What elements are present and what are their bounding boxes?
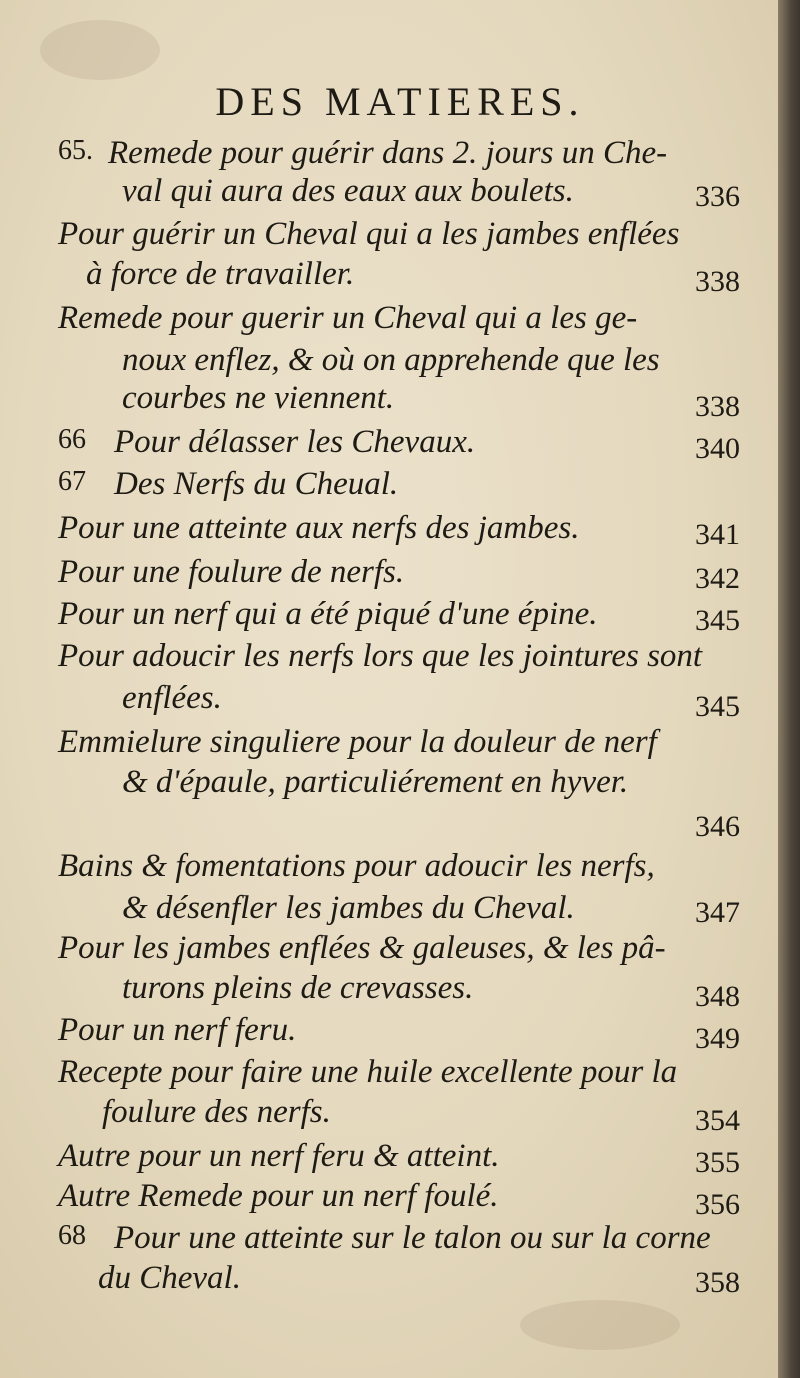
index-entry-continuation bbox=[58, 682, 743, 715]
entry-line: Autre Remede pour un nerf foulé. bbox=[58, 1178, 499, 1214]
entry-line: Pour une foulure de nerfs. bbox=[58, 554, 405, 590]
entry-line: Pour guérir un Cheval qui a les jambes enflées bbox=[58, 216, 680, 252]
entry-line: turons pleins de crevasses. bbox=[122, 970, 474, 1006]
page-header: DES MATIERES. bbox=[215, 79, 585, 124]
entry-line: & d'épaule, particuliérement en hyver. bbox=[122, 764, 629, 800]
index-entry-continuation bbox=[58, 175, 743, 208]
index-entry bbox=[58, 726, 743, 759]
index-entry bbox=[58, 556, 743, 589]
book-binding-edge bbox=[778, 0, 800, 1378]
entry-line: Pour un nerf qui a été piqué d'une épine. bbox=[58, 596, 598, 632]
entry-line: enflées. bbox=[122, 680, 222, 716]
index-entry-continuation bbox=[58, 1096, 743, 1129]
index-entry bbox=[58, 218, 743, 251]
page-number: 336 bbox=[695, 180, 740, 213]
paper-stain bbox=[520, 1300, 680, 1350]
page-number: 355 bbox=[695, 1146, 740, 1179]
entry-line: Pour adoucir les nerfs lors que les jointures sont bbox=[58, 638, 703, 674]
index-entry bbox=[58, 426, 743, 459]
entry-line: & désenfler les jambes du Cheval. bbox=[122, 890, 575, 926]
entry-line: Emmielure singuliere pour la douleur de nerf bbox=[58, 724, 657, 760]
page-number: 347 bbox=[695, 896, 740, 929]
entry-line: Bains & fomentations pour adoucir les nerfs, bbox=[58, 848, 655, 884]
entry-line: Des Nerfs du Cheual. bbox=[114, 466, 399, 502]
entry-line: Pour un nerf feru. bbox=[58, 1012, 297, 1048]
page-number: 346 bbox=[695, 810, 740, 843]
page-number: 345 bbox=[695, 604, 740, 637]
entry-line: Pour les jambes enflées & galeuses, & les pâ- bbox=[58, 930, 666, 966]
index-entry bbox=[58, 850, 743, 883]
page-number: 356 bbox=[695, 1188, 740, 1221]
page-number: 338 bbox=[695, 390, 740, 423]
index-entry bbox=[58, 598, 743, 631]
index-entry-continuation bbox=[58, 344, 743, 377]
index-entry-continuation bbox=[58, 258, 743, 291]
entry-line: foulure des nerfs. bbox=[102, 1094, 331, 1130]
page-number: 348 bbox=[695, 980, 740, 1013]
entry-line: courbes ne viennent. bbox=[122, 380, 395, 416]
section-number: 66 bbox=[58, 424, 86, 455]
entry-line: à force de travailler. bbox=[86, 256, 355, 292]
page-number: 358 bbox=[695, 1266, 740, 1299]
page-number: 340 bbox=[695, 432, 740, 465]
index-entry-continuation bbox=[58, 382, 743, 415]
index-entry bbox=[58, 468, 743, 501]
page-number: 341 bbox=[695, 518, 740, 551]
page-number: 345 bbox=[695, 690, 740, 723]
paper-stain bbox=[40, 20, 160, 80]
page-number: 354 bbox=[695, 1104, 740, 1137]
index-entry bbox=[58, 1056, 743, 1089]
entry-line: Recepte pour faire une huile excellente pour la bbox=[58, 1054, 678, 1090]
entry-line: Pour une atteinte aux nerfs des jambes. bbox=[58, 510, 580, 546]
index-entry bbox=[58, 512, 743, 545]
entry-line: Autre pour un nerf feru & atteint. bbox=[58, 1138, 500, 1174]
index-entry bbox=[58, 1140, 743, 1173]
index-entry bbox=[58, 1180, 743, 1213]
index-entry bbox=[58, 1014, 743, 1047]
entry-line: Pour une atteinte sur le talon ou sur la corne bbox=[114, 1220, 711, 1256]
index-entry bbox=[58, 302, 743, 335]
entry-line: Remede pour guerir un Cheval qui a les ge- bbox=[58, 300, 638, 336]
index-entry-continuation bbox=[58, 766, 743, 799]
index-entry-continuation bbox=[58, 1262, 743, 1295]
index-entry bbox=[58, 137, 743, 170]
entry-line: noux enflez, & où on apprehende que les bbox=[122, 342, 660, 378]
section-number: 65. bbox=[58, 135, 93, 166]
section-number: 68 bbox=[58, 1220, 86, 1251]
entry-line: val qui aura des eaux aux boulets. bbox=[122, 173, 574, 209]
index-entry bbox=[58, 932, 743, 965]
index-entry-continuation bbox=[58, 892, 743, 925]
page-number: 338 bbox=[695, 265, 740, 298]
index-entry bbox=[58, 1222, 743, 1255]
index-entry bbox=[58, 640, 743, 673]
entry-line: Pour délasser les Chevaux. bbox=[114, 424, 476, 460]
page-number: 349 bbox=[695, 1022, 740, 1055]
entry-line: du Cheval. bbox=[98, 1260, 241, 1296]
index-entry-continuation bbox=[58, 972, 743, 1005]
section-number: 67 bbox=[58, 466, 86, 497]
entry-line: Remede pour guérir dans 2. jours un Che- bbox=[108, 135, 668, 171]
page-number: 342 bbox=[695, 562, 740, 595]
